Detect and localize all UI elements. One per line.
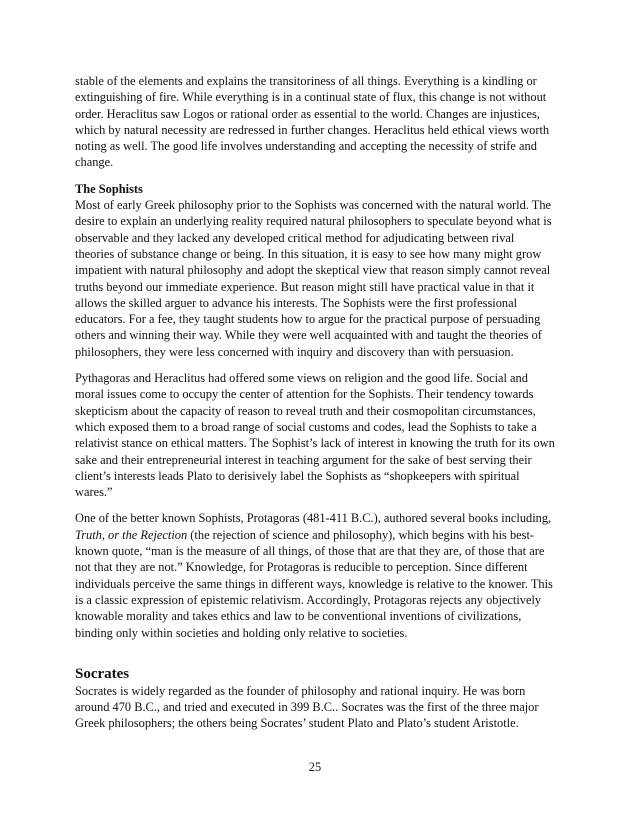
protagoras-text-start: One of the better known Sophists, Protagoras (481-411 B.C.), authored several books including, (75, 511, 552, 526)
book-title-italic: Truth, or the Rejection (75, 527, 188, 542)
page-body (75, 73, 555, 732)
paragraph-socrates-intro: Socrates is widely regarded as the founder of philosophy and rational inquiry. He was born around 470 B.C., and tried and executed in 399 B.C.. Socrates was the first of the three major Greek philosophers; the others being Socrates’ student Plato and Plato’s student Aristotle. (75, 683, 539, 731)
heading-socrates: Socrates (75, 665, 130, 682)
paragraph-sophists-ethics: Pythagoras and Heraclitus had offered some views on religion and the good life. Social and moral issues come to occupy the center of attention for the Sophists. Their tendency towards skepticism about the capacity of reason to reveal truth and their cosmopolitan circumstances, which exposed them to a broad range of social customs and codes, lead the Sophists to take a relativist stance on ethical matters. The Sophist’s lack of interest in knowing the truth for its own sake and their entrepreneurial interest in teaching argument for the sake of best serving their client’s interests leads Plato to derisively label the Sophists as “shopkeepers with spiritual wares.” (75, 371, 555, 500)
paragraph-heraclitus-conclusion: stable of the elements and explains the transitoriness of all things. Everything is a kindling or extinguishing of fire. While everything is in a continual state of flux, this change is not without order. Heraclitus saw Logos or rational order as essential to the world. Changes are injustices, which by natural necessity are redressed in further changes. Heraclitus held ethical views worth noting as well. The good life involves understanding and accepting the necessity of strife and change. (75, 74, 550, 170)
page-number: 25 (308, 760, 322, 774)
protagoras-text-end: (the rejection of science and philosophy), which begins with his best-known quote, “man is the measure of all things, of those that are that they are, of those that are not that they are not.” Knowledge, for Protagoras is reducible to perception. Since different individuals perceive the same things in different ways, knowledge is relative to the knower. This is a classic expression of epistemic relativism. Accordingly, Protagoras rejects any objectively knowable morality and takes ethics and law to be conventional inventions of civilizations, binding only within societies and holding only relative to societies. (75, 527, 553, 640)
paragraph-protagoras (75, 510, 555, 640)
paragraph-sophists-intro: Most of early Greek philosophy prior to the Sophists was concerned with the natural world. The desire to explain an underlying reality required natural philosophers to speculate beyond what is observable and they lacked any developed critical method for adjudicating between rival theories of substance change or being. In this situation, it is easy to see how many might grow impatient with natural philosophy and adopt the skeptical view that reason simply cannot reveal truths beyond our immediate experience. But reason might still have practical value in that it allows the skilled arguer to advance his interests. The Sophists were the first professional educators. For a fee, they taught students how to argue for the practical purpose of persuading others and winning their way. While they were well acquainted with and taught the theories of philosophers, they were less concerned with inquiry and discovery than with persuasion. (75, 198, 552, 359)
heading-the-sophists: The Sophists (75, 181, 143, 196)
